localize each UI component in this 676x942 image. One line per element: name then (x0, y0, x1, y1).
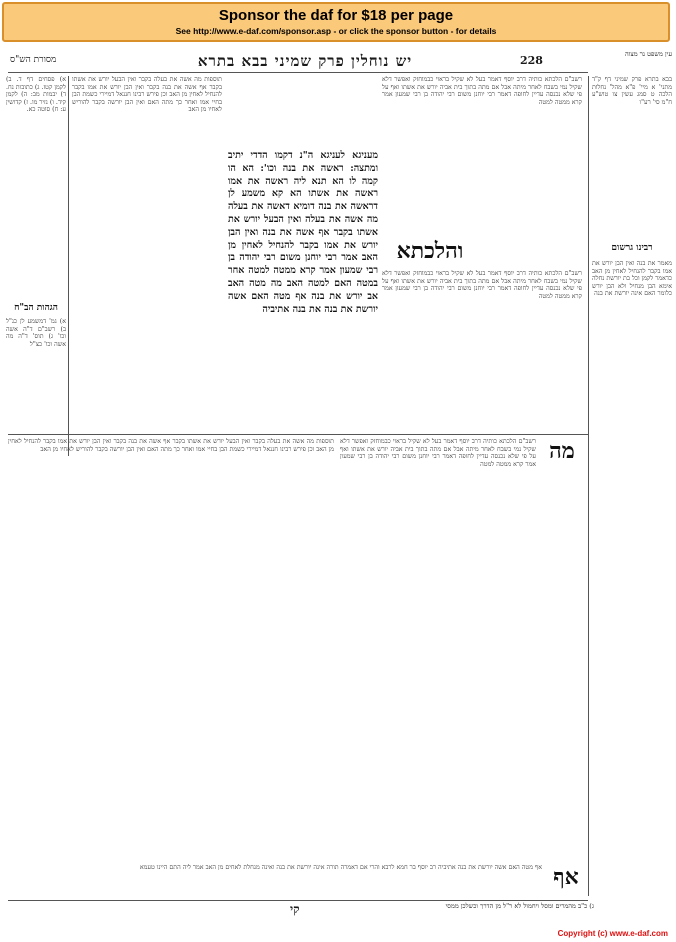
rabbeinu-gershom-heading: רבינו גרשום (611, 243, 653, 253)
masoret-hashas-column: א) פסחים דף ד. ב) לקמן קטז. ג) כתובות נח. ד) יבמות מב: ה) לקמן קיד. ו) נזיר מו. ז) קדושין ע: ח) סוטה כא. (6, 76, 66, 114)
footer-note: ג) כ"ב מהמרים ומסל ויחמול לא ר"ל מן הדרך וכשלכן ממסי (445, 902, 594, 910)
copyright-link[interactable]: Copyright (c) www.e-daf.com (557, 929, 668, 938)
gemara-text: מעניגא לעניגא ה"נ דקמו הדדי יתיב ומתצה: ראשה את בנה וכו': הא הו קמה לו הא תנא ליה ראשה את אמו ראשה את אשתו הא קא משמע לן דראשה את בנה דומיא דאשה את בעלה מה אשה את בעלה ואין הבעל יורש את אשתו בקבר אף אשה את בנה ואין הבן יורש את אמו בקבר להנחיל לאחין מן האב אמר רבי יוחנן משום רבי יהודה בן רבי שמעון אמר קרא ממטה למטה אחר במטה האם למטה האב מה מטה האב אב יורש את בנה אף מטה האם אשה יורשת את בנה את בנה אתיביה (228, 150, 378, 315)
rashbam-upper: רשב"ם הלכתא כותיה דרב יוסף דאמר בעל לא שקיל בראוי כבמוחזק ואפשר דלא שקיל נמי בשבח לאחר מיתה אבל אם מתה בתוך בית אביה יורש את אשתו ואף על פי שלא נכנסה עדיין לחופה דאמר רבי יוחנן משום רבי יהודה בן רבי שמעון אמר קרא ממטה למטה (382, 76, 582, 106)
masoret-hashas-label: מסורת הש"ס (10, 55, 57, 65)
rashbam-lower: רשב"ם הלכתא כותיה דרב יוסף דאמר בעל לא שקיל בראוי כבמוחזק ואפשר דלא שקיל נמי בשבח לאחר מיתה אבל אם מתה בתוך בית אביה יורש את אשתו ואף על פי שלא נכנסה עדיין לחופה דאמר רבי יוחנן משום רבי יהודה בן רבי שמעון אמר קרא ממטה למטה (340, 438, 536, 468)
mah-dibur-hamatchil: מה (549, 438, 575, 464)
ein-mishpat-header: עין משפט נר מצוה (625, 50, 672, 58)
rabbeinu-gershom-column: מאמר את בנה ואין הבן יורש את אמו בקבר להנחיל לאחין מן האב כדאמר לקמן וכל בת יורשת נחלה אימא הבן מנחיל ולא הבן יורש כלומר האם אינה יורשת את בנה (592, 260, 672, 298)
ein-mishpat-column: בבא בתרא פרק שמיני דף ק"ד מתני' א מיי' פ"א מהל' נחלות הלכה ט סמג עשין צו טוש"ע ח"מ סי' רע"ו (592, 76, 672, 106)
chapter-title: יש נוחלין פרק שמיני בבא בתרא (197, 52, 413, 70)
bottom-commentary: אף מטה האם אשה יורשת את בנה אתיביה רב יוסף בר חמא לרבא והרי אם דאמרה תורה אינה יורשת את בנה ואינה מנחלת לאחים מן האב אמר ליה התם היינו טעמא (139, 864, 542, 871)
page-number: 228 (520, 54, 543, 67)
tosafot-upper: תוספות מה אשה את בעלה בקבר ואין הבעל יורש את אשתו בקבר אף אשה את בנה בקבר ואין הבן יורש את אמו בקבר להנחיל לאחין מן האב וכן פירש רבינו חננאל דמיירי כשמת הבן בחיי אמו ואחר כך מתה האם ואין הבן יורשה בקבר להוריש לאחיו מן האב (72, 76, 222, 114)
hagahot-column: א) גמ' דמשמע לן כנ"ל ב) רשב"ם ד"ה אשה וכו' ג) תוס' ד"ה מה אשה וכו' כצ"ל (6, 318, 66, 348)
left-margin-rule (68, 76, 69, 456)
lower-block-rule (8, 434, 588, 435)
tosafot-lower: תוספות מה אשה את בעלה בקבר ואין הבעל יורש את אשתו בקבר אף אשה את בנה בקבר ואין הבן יורש את אמו בקבר להנחיל לאחין מן האב וכן פירש רבינו חננאל דמיירי כשמת הבן בחיי אמו ואחר כך מתה האם ואין הבן יורשה בקבר להוריש לאחיו מן האב (8, 438, 334, 453)
halacha-label: והלכתא (396, 238, 464, 264)
talmud-page (0, 46, 676, 922)
sponsor-title: Sponsor the daf for $18 per page (218, 7, 454, 24)
hagahot-heading: הגהות הב"ח (14, 303, 58, 313)
af-dibur-hamatchil: אף (553, 864, 579, 890)
sponsor-banner[interactable] (2, 2, 670, 42)
daf-signature-letter: קי (290, 902, 300, 916)
header-rule (8, 72, 588, 73)
footer-rule (8, 900, 588, 901)
rashbam-middle: רשב"ם הלכתא כותיה דרב יוסף דאמר בעל לא שקיל בראוי כבמוחזק ואפשר דלא שקיל נמי בשבח לאחר מיתה אבל אם מתה בתוך בית אביה יורש את אשתו ואף על פי שלא נכנסה עדיין לחופה דאמר רבי יוחנן משום רבי יהודה בן רבי שמעון אמר קרא ממטה למטה (382, 270, 582, 300)
sponsor-subtitle: See http://www.e-daf.com/sponsor.asp - or click the sponsor button - for details (175, 26, 497, 36)
right-margin-rule (588, 76, 589, 896)
